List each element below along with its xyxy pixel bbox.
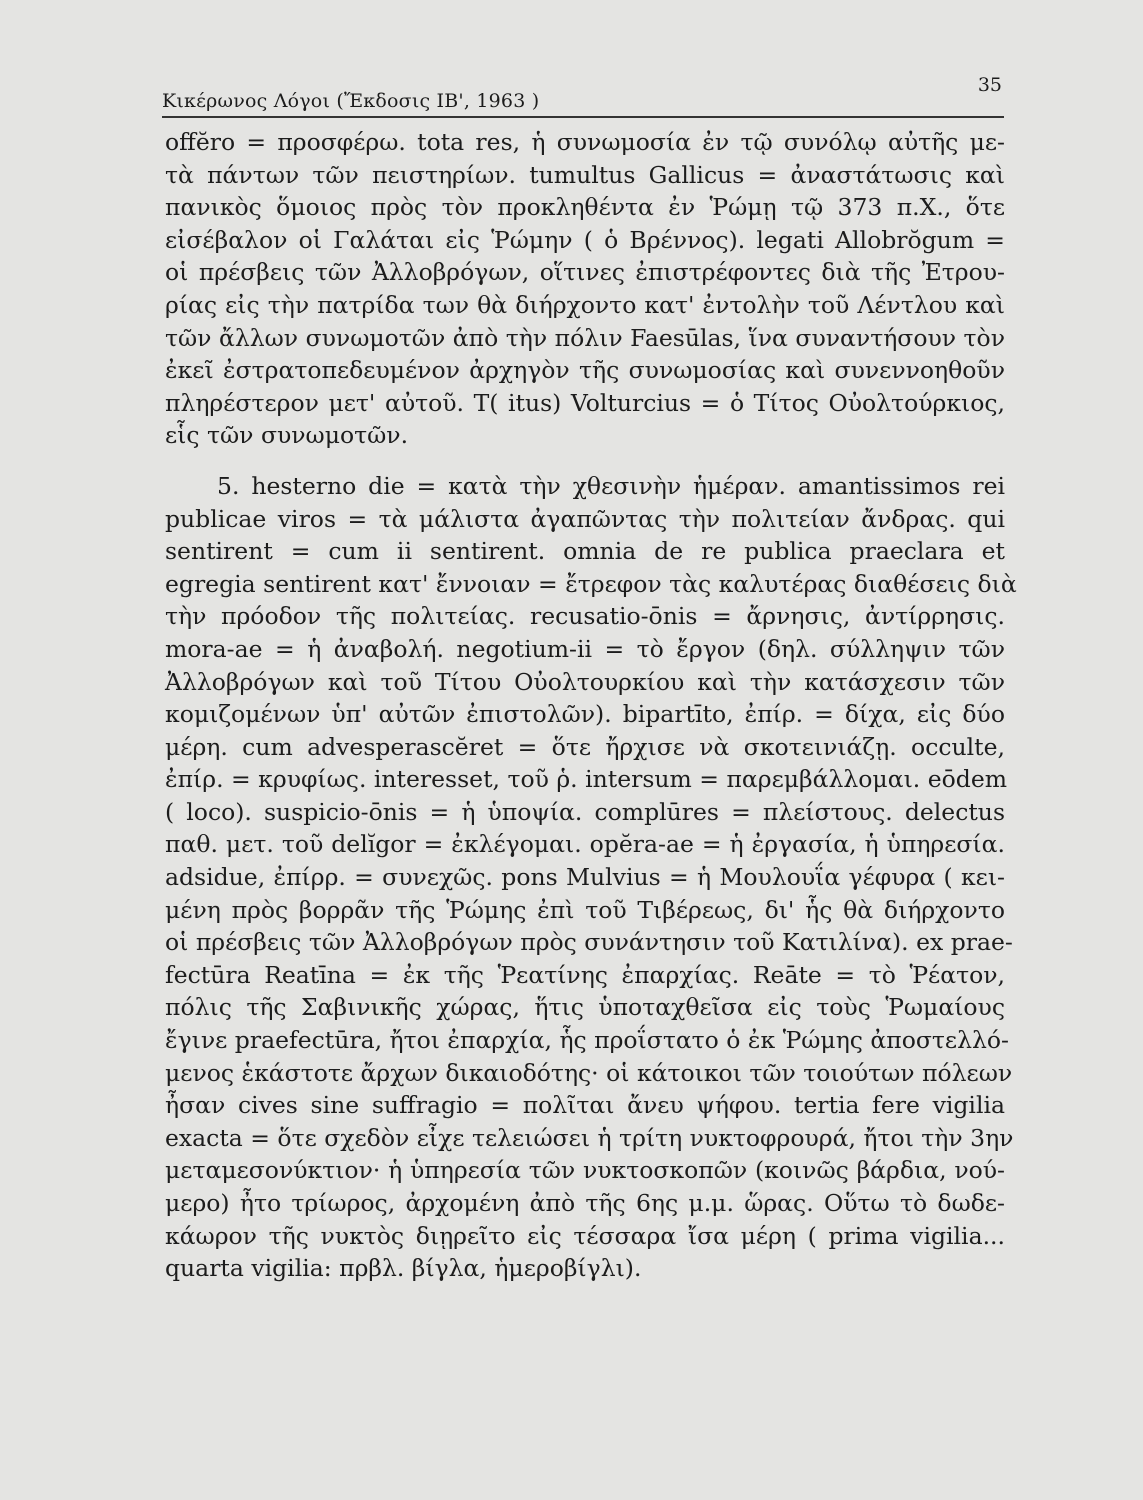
text-line: egregia sentirent κατ' ἔννοιαν = ἔτρεφον τὰς καλυτέρας διαθέσεις διὰ [165, 569, 1017, 598]
text-line: πληρέστερον μετ' αὐτοῦ. T( itus) Volturcius = ὁ Τίτος Οὐολτούρκιος, [165, 388, 1005, 417]
text-line: ἔγινε praefectūra, ἤτοι ἐπαρχία, ἧς προΐστατο ὁ ἐκ Ῥώμης ἀποστελλό- [165, 1026, 1009, 1055]
text-line: μενος ἑκάστοτε ἄρχων δικαιοδότης· οἱ κάτοικοι τῶν τοιούτων πόλεων [165, 1058, 1013, 1087]
text-line: τὴν πρόοδον τῆς πολιτείας. recusatio-ōnis = ἄρνησις, ἀντίρρησις. [165, 602, 1005, 631]
text-line: fectūra Reatīna = ἐκ τῆς Ῥεατίνης ἐπαρχίας. Reāte = τὸ Ῥέατον, [165, 960, 1005, 989]
text-line: ρίας εἰς τὴν πατρίδα των θὰ διήρχοντο κατ' ἐντολὴν τοῦ Λέντλου καὶ [165, 290, 1005, 319]
text-line: κάωρον τῆς νυκτὸς διῃρεῖτο εἰς τέσσαρα ἴσα μέρη ( prima vigilia... [165, 1221, 1005, 1250]
text-line: τὰ πάντων τῶν πειστηρίων. tumultus Gallicus = ἀναστάτωσις καὶ [165, 160, 1005, 189]
page-body [165, 126, 1017, 1285]
text-line: τῶν ἄλλων συνωμοτῶν ἀπὸ τὴν πόλιν Faesūlas, ἵνα συναντήσουν τὸν [165, 323, 1005, 352]
text-line: mora-ae = ἡ ἀναβολή. negotium-ii = τὸ ἔργον (δηλ. σύλληψιν τῶν [165, 634, 1005, 663]
text-line: παθ. μετ. τοῦ delĭgor = ἐκλέγομαι. opĕra-ae = ἡ ἐργασία, ἡ ὑπηρεσία. [165, 830, 1005, 859]
text-line: sentirent = cum ii sentirent. omnia de re publica praeclara et [165, 537, 1005, 566]
page-number: 35 [977, 74, 1002, 96]
paragraph [165, 126, 1005, 452]
text-line: quarta vigilia: πρβλ. βίγλα, ἡμεροβίγλι). [165, 1254, 642, 1283]
text-line: 5. hesterno die = κατὰ τὴν χθεσινὴν ἡμέραν. amantissimos rei [217, 471, 1005, 500]
text-line: publicae viros = τὰ μάλιστα ἀγαπῶντας τὴν πολιτείαν ἄνδρας. qui [165, 504, 1005, 533]
text-line: adsidue, ἐπίρρ. = συνεχῶς. pons Mulvius = ἡ Μουλουΐα γέφυρα ( κει- [165, 863, 1005, 892]
text-line: exacta = ὅτε σχεδὸν εἶχε τελειώσει ἡ τρίτη νυκτοφρουρά, ἤτοι τὴν 3ην [165, 1123, 1014, 1152]
text-line: πανικὸς ὅμοιος πρὸς τὸν προκληθέντα ἐν Ῥώμῃ τῷ 373 π.Χ., ὅτε [165, 193, 1005, 222]
text-line: εἷς τῶν συνωμοτῶν. [165, 421, 409, 450]
text-line: μένη πρὸς βορρᾶν τῆς Ῥώμης ἐπὶ τοῦ Τιβέρεως, δι' ἧς θὰ διήρχοντο [165, 895, 1005, 924]
text-line: μέρη. cum advesperascĕret = ὅτε ἤρχισε νὰ σκοτεινιάζῃ. occulte, [165, 732, 1005, 761]
text-line: εἰσέβαλον οἱ Γαλάται εἰς Ῥώμην ( ὁ Βρέννος). legati Allobrŏgum = [165, 225, 1005, 254]
text-line: οἱ πρέσβεις τῶν Ἀλλοβρόγων πρὸς συνάντησιν τοῦ Κατιλίνα). ex prae- [165, 928, 1013, 957]
text-line: ἦσαν cives sine suffragio = πολῖται ἄνευ ψήφου. tertia fere vigilia [165, 1091, 1005, 1120]
text-line: μερο) ἦτο τρίωρος, ἀρχομένη ἀπὸ τῆς 6ης μ.μ. ὥρας. Οὕτω τὸ δωδε- [165, 1189, 1005, 1217]
text-line: οἱ πρέσβεις τῶν Ἀλλοβρόγων, οἵτινες ἐπιστρέφοντες διὰ τῆς Ἐτρου- [165, 258, 1005, 287]
text-line: πόλις τῆς Σαβινικῆς χώρας, ἥτις ὑποταχθεῖσα εἰς τοὺς Ῥωμαίους [165, 993, 1005, 1022]
text-line: ἐπίρ. = κρυφίως. interesset, τοῦ ῥ. intersum = παρεμβάλλομαι. eōdem [165, 765, 1008, 794]
running-title: Κικέρωνος Λόγοι (Ἔκδοσις ΙΒ', 1963 ) [162, 90, 540, 112]
text-line: ἐκεῖ ἐστρατοπεδευμένον ἀρχηγὸν τῆς συνωμοσίας καὶ συνεννοηθοῦν [165, 356, 1005, 385]
text-line: offĕro = προσφέρω. tota res, ἡ συνωμοσία ἐν τῷ συνόλῳ αὐτῆς με- [165, 128, 1005, 156]
text-line: μεταμεσονύκτιον· ἡ ὑπηρεσία τῶν νυκτοσκοπῶν (κοινῶς βάρδια, νού- [165, 1156, 1005, 1185]
text-line: κομιζομένων ὑπ' αὐτῶν ἐπιστολῶν). bipartīto, ἐπίρ. = δίχα, εἰς δύο [165, 700, 1005, 729]
paragraph [165, 470, 1017, 1285]
text-line: ( loco). suspicio-ōnis = ἡ ὑποψία. complūres = πλείστους. delectus [165, 797, 1005, 826]
text-line: Ἀλλοβρόγων καὶ τοῦ Τίτου Οὐολτουρκίου καὶ τὴν κατάσχεσιν τῶν [165, 667, 1005, 696]
running-header [162, 74, 1004, 118]
